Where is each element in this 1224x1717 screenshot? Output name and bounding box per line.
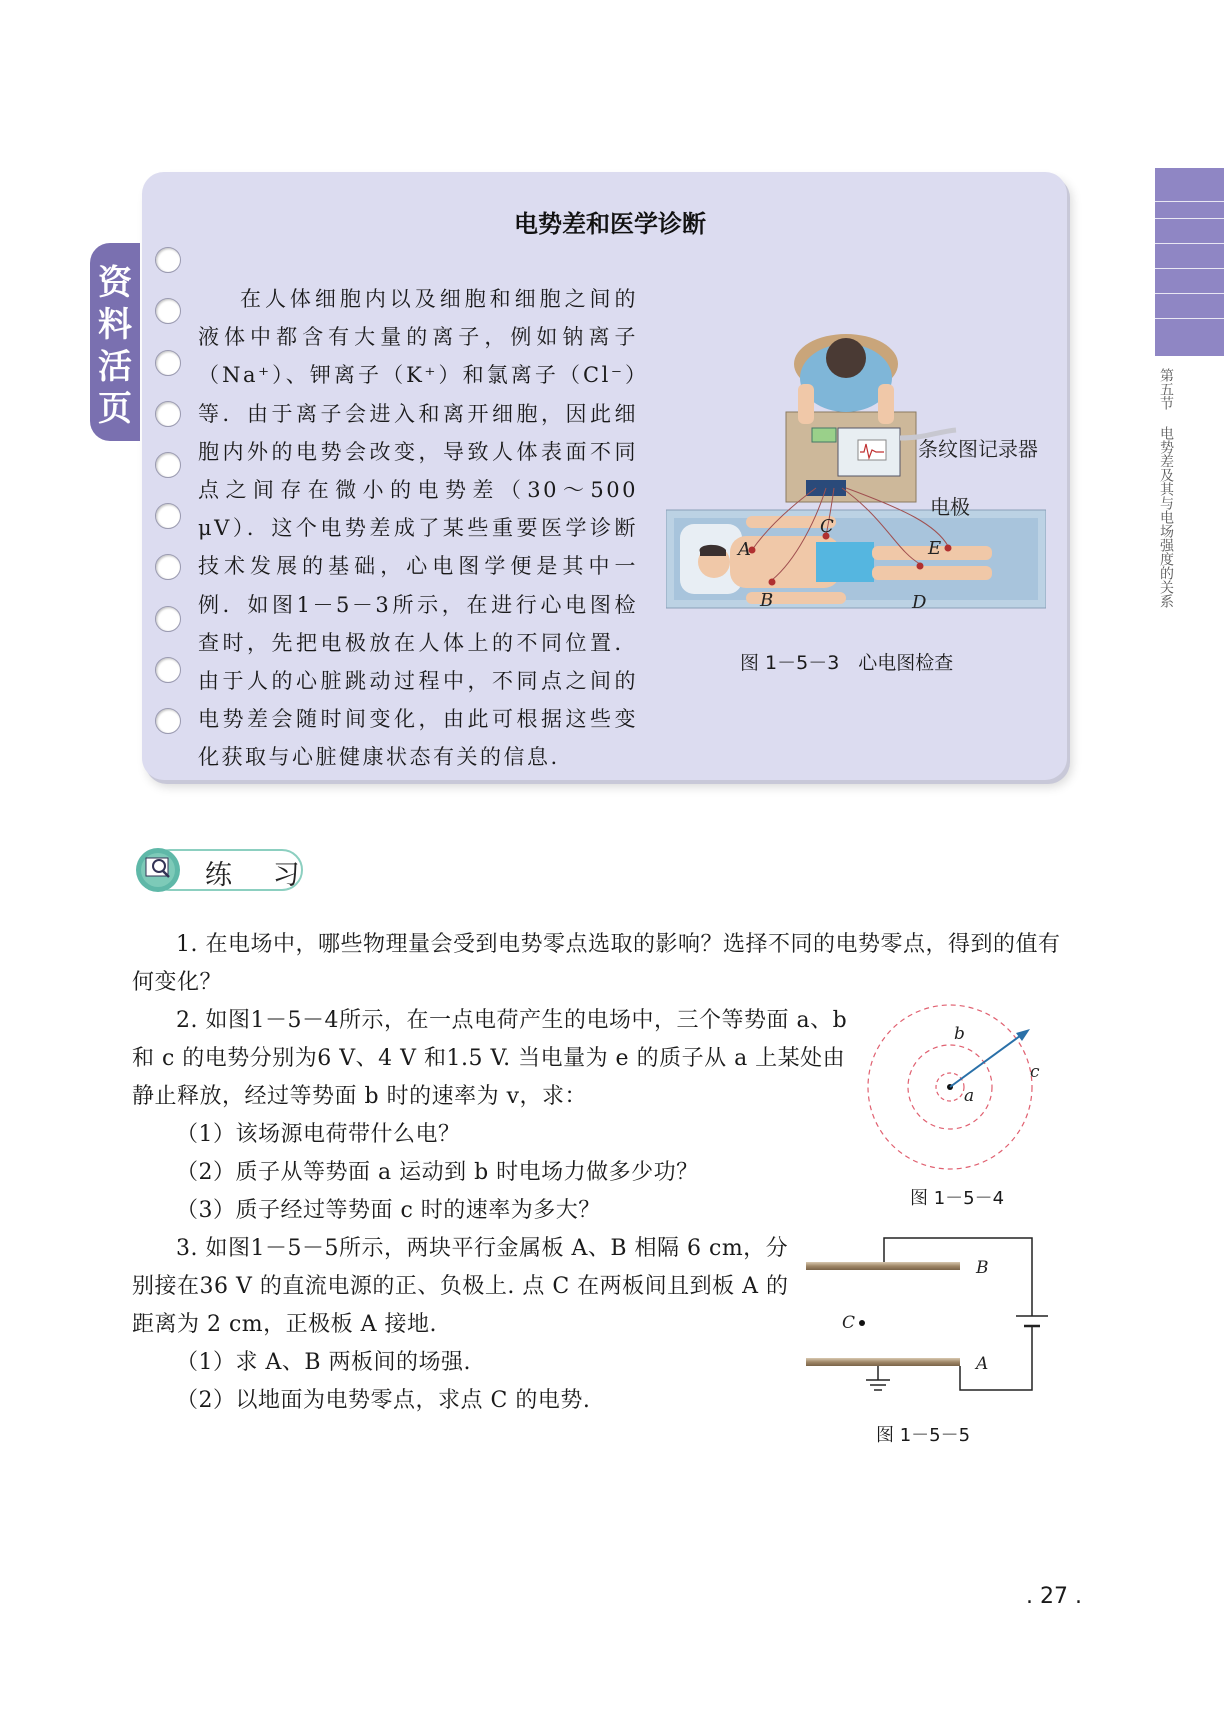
fig154-label-a: a bbox=[964, 1086, 975, 1106]
info-card-paragraph: 在人体细胞内以及细胞和细胞之间的液体中都含有大量的离子，例如钠离子（Na⁺）、钾离子（K⁺）和氯离子（Cl⁻）等．由于离子会进入和离开细胞，因此细胞内外的电势会改变，导致人体表面不同点之间存在微小的电势差（30～500 μV）．这个电势差成了某些重要医学诊断技术发展的基础，心电图学便是其中一例．如图1－5－3所示，在进行心电图检查时，先把电极放在人体上的不同位置．由于人的心脏跳动过程中，不同点之间的电势差会随时间变化，由此可根据这些变化获取与心脏健康状态有关的信息. bbox=[198, 287, 638, 770]
electrode-label: 电极 bbox=[930, 495, 970, 519]
ecg-point-a: A bbox=[738, 539, 751, 560]
fig155-label-c: C bbox=[842, 1313, 856, 1333]
ecg-point-d: D bbox=[912, 592, 927, 613]
binder-ring bbox=[155, 606, 181, 632]
fig154-label-b: b bbox=[954, 1024, 965, 1044]
binder-ring bbox=[155, 247, 181, 273]
binder-ring bbox=[155, 298, 181, 324]
question-2-sub-2: （2）质子从等势面 a 运动到 b 时电场力做多少功？ bbox=[176, 1160, 699, 1185]
binder-ring bbox=[155, 401, 181, 427]
question-3-sub-1: （1）求 A、B 两板间的场强. bbox=[176, 1350, 472, 1375]
chapter-tab bbox=[1155, 168, 1224, 356]
info-card-title: 电势差和医学诊断 bbox=[514, 210, 706, 238]
question-2: 2. 如图1－5－4所示，在一点电荷产生的电场中，三个等势面 a、b 和 c 的电势分别为6 V、4 V 和1.5 V. 当电量为 e 的质子从 a 上某处由静止释放，经过等势面 b 时的速率为 v，求： bbox=[132, 1008, 848, 1109]
question-3-sub-2: （2）以地面为电势零点，求点 C 的电势. bbox=[176, 1388, 591, 1413]
ecg-point-e: E bbox=[928, 538, 942, 559]
page-number: . 27 . bbox=[1026, 1584, 1082, 1609]
question-3-subquestions bbox=[132, 1344, 792, 1420]
figure-1-5-5-caption: 图 1－5－5 bbox=[876, 1425, 971, 1446]
recorder-label: 条纹图记录器 bbox=[918, 437, 1038, 461]
chapter-vertical-text bbox=[1158, 368, 1178, 608]
info-card-body bbox=[198, 280, 638, 777]
practice-label: 练 习 bbox=[205, 860, 316, 891]
ecg-point-b: B bbox=[760, 590, 774, 611]
binder-ring bbox=[155, 503, 181, 529]
fig155-label-a: A bbox=[976, 1354, 989, 1374]
question-2-sub-3: （3）质子经过等势面 c 时的速率为多大？ bbox=[176, 1198, 601, 1223]
question-1: 1. 在电场中，哪些物理量会受到电势零点选取的影响？选择不同的电势零点，得到的值有何变化？ bbox=[132, 932, 1061, 995]
fig154-label-c: c bbox=[1030, 1062, 1040, 1082]
fig155-label-b: B bbox=[976, 1258, 989, 1278]
figure-1-5-4 bbox=[860, 995, 1060, 1180]
question-2-subquestions bbox=[132, 1116, 852, 1230]
figure-1-5-4-caption: 图 1－5－4 bbox=[910, 1188, 1005, 1209]
binder-ring bbox=[155, 452, 181, 478]
binder-ring bbox=[155, 657, 181, 683]
binder-ring bbox=[155, 708, 181, 734]
ecg-illustration bbox=[666, 320, 1046, 640]
binder-ring bbox=[155, 350, 181, 376]
chapter-section: 第五节 bbox=[1158, 368, 1174, 410]
question-2-sub-1: （1）该场源电荷带什么电？ bbox=[176, 1122, 461, 1147]
question-3: 3. 如图1－5－5所示，两块平行金属板 A、B 相隔 6 cm，分别接在36 V 的直流电源的正、负极上. 点 C 在两板间且到板 A 的距离为 2 cm，正极板 A 接地. bbox=[132, 1236, 789, 1337]
chapter-title: 电势差及其与电场强度的关系 bbox=[1158, 426, 1174, 608]
info-card-side-label: 资料活页 bbox=[98, 263, 132, 429]
ecg-point-c: C bbox=[820, 516, 834, 537]
figure-1-5-3-caption: 图 1－5－3 心电图检查 bbox=[740, 652, 954, 674]
figure-1-5-5 bbox=[800, 1230, 1060, 1410]
binder-ring bbox=[155, 554, 181, 580]
